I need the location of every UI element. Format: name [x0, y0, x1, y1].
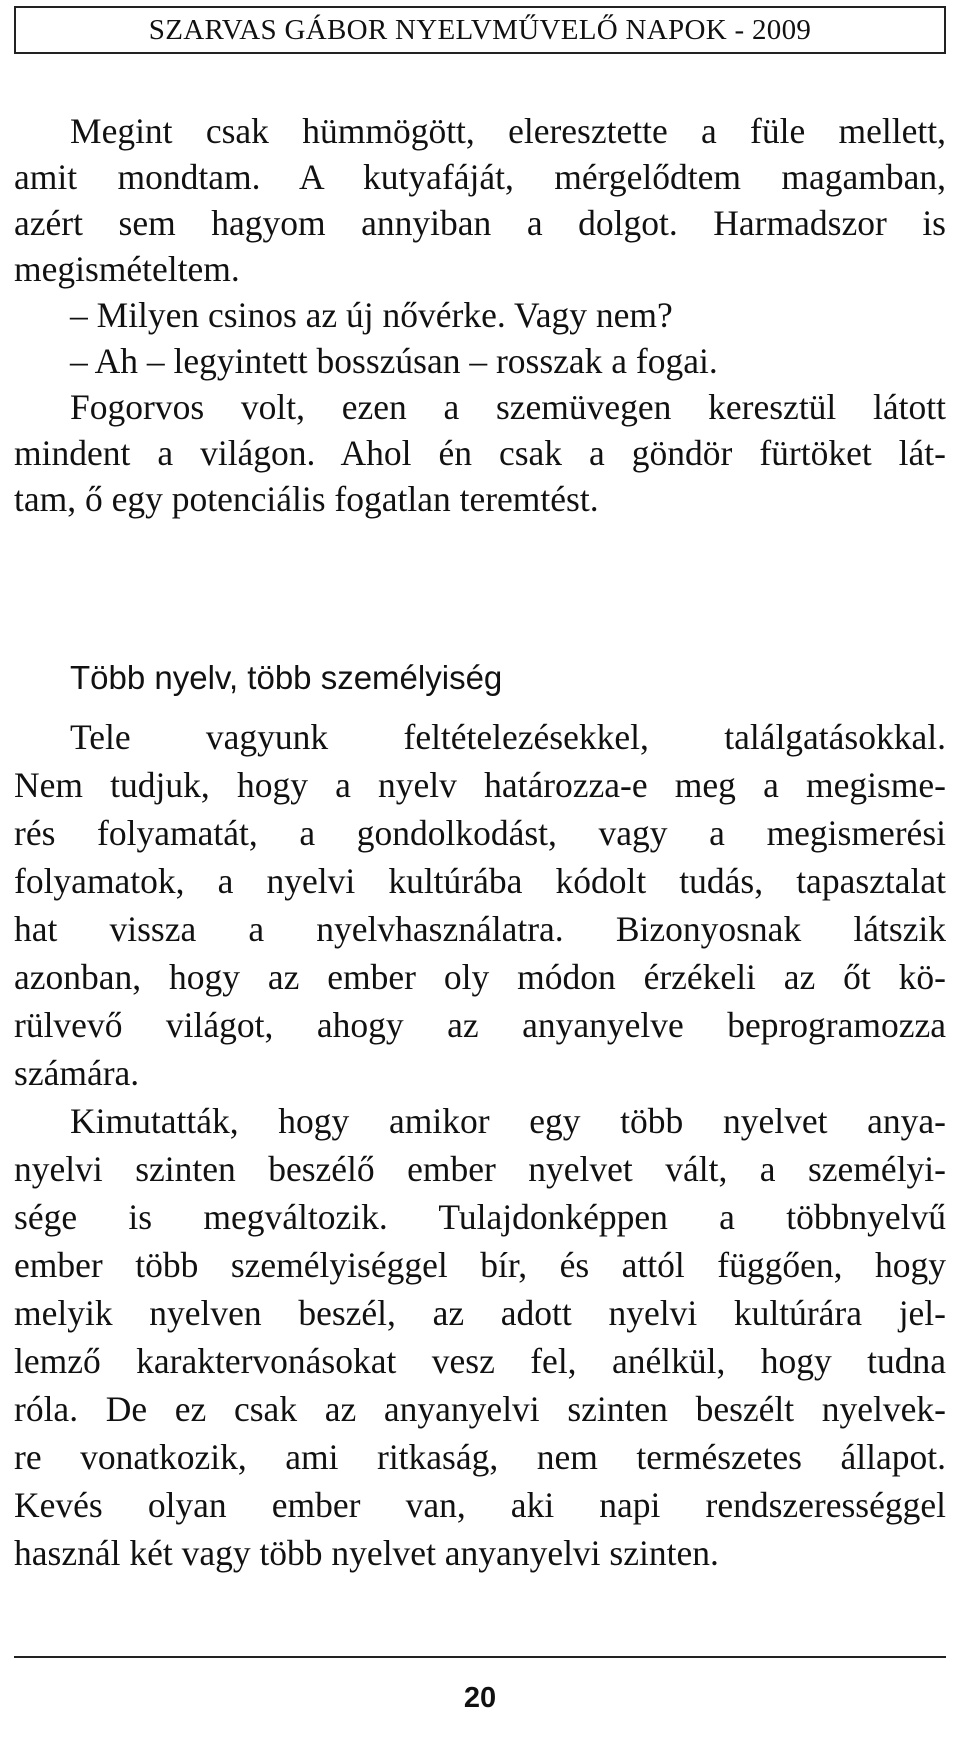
running-header — [14, 6, 946, 54]
text-line: lemző karaktervonásokat vesz fel, anélkül, hogy tudna — [14, 1341, 946, 1381]
section-heading: Több nyelv, több személyiség — [70, 659, 503, 696]
text-line: számára. — [14, 1053, 140, 1093]
text-line: hat vissza a nyelvhasználatra. Bizonyosnak látszik — [14, 909, 946, 949]
text-line: tam, ő egy potenciális fogatlan teremtést. — [14, 479, 599, 519]
text-line: azért sem hagyom annyiban a dolgot. Harmadszor is — [14, 203, 946, 243]
dialogue-line: – Milyen csinos az új nővérke. Vagy nem? — [70, 295, 673, 335]
text-line: Kimutatták, hogy amikor egy több nyelvet anya- — [70, 1101, 946, 1141]
text-line: rés folyamatát, a gondolkodást, vagy a megismerési — [14, 813, 946, 853]
text-line: melyik nyelven beszél, az adott nyelvi kultúrára jel- — [14, 1293, 946, 1333]
text-line: amit mondtam. A kutyafáját, mérgelődtem magamban, — [14, 157, 946, 197]
text-line: sége is megváltozik. Tulajdonképpen a többnyelvű — [14, 1197, 946, 1237]
text-line: használ két vagy több nyelvet anyanyelvi szinten. — [14, 1533, 719, 1573]
text-line: Fogorvos volt, ezen a szemüvegen keresztül látott — [70, 387, 946, 427]
text-line: rülvevő világot, ahogy az anyanyelve beprogramozza — [14, 1005, 946, 1045]
text-line: róla. De ez csak az anyanyelvi szinten beszélt nyelvek- — [14, 1389, 946, 1429]
text-line: ember több személyiséggel bír, és attól függően, hogy — [14, 1245, 946, 1285]
text-line: Kevés olyan ember van, aki napi rendszerességgel — [14, 1485, 946, 1525]
text-line: Nem tudjuk, hogy a nyelv határozza-e meg a megisme- — [14, 765, 946, 805]
text-line: Tele vagyunk feltételezésekkel, találgatásokkal. — [70, 717, 946, 757]
text-line: megismételtem. — [14, 249, 240, 289]
dialogue-line: – Ah – legyintett bosszúsan – rosszak a fogai. — [70, 341, 718, 381]
page-number: 20 — [463, 1682, 497, 1714]
text-line: Megint csak hümmögött, eleresztette a füle mellett, — [70, 111, 946, 151]
footer-divider — [14, 1656, 946, 1658]
text-line: azonban, hogy az ember oly módon érzékeli az őt kö- — [14, 957, 946, 997]
text-line: re vonatkozik, ami ritkaság, nem természetes állapot. — [14, 1437, 946, 1477]
text-line: nyelvi szinten beszélő ember nyelvet vált, a személyi- — [14, 1149, 946, 1189]
text-line: folyamatok, a nyelvi kultúrába kódolt tudás, tapasztalat — [14, 861, 946, 901]
text-line: mindent a világon. Ahol én csak a göndör fürtöket lát- — [14, 433, 946, 473]
running-header-title: SZARVAS GÁBOR NYELVMŰVELŐ NAPOK - 2009 — [148, 13, 812, 46]
